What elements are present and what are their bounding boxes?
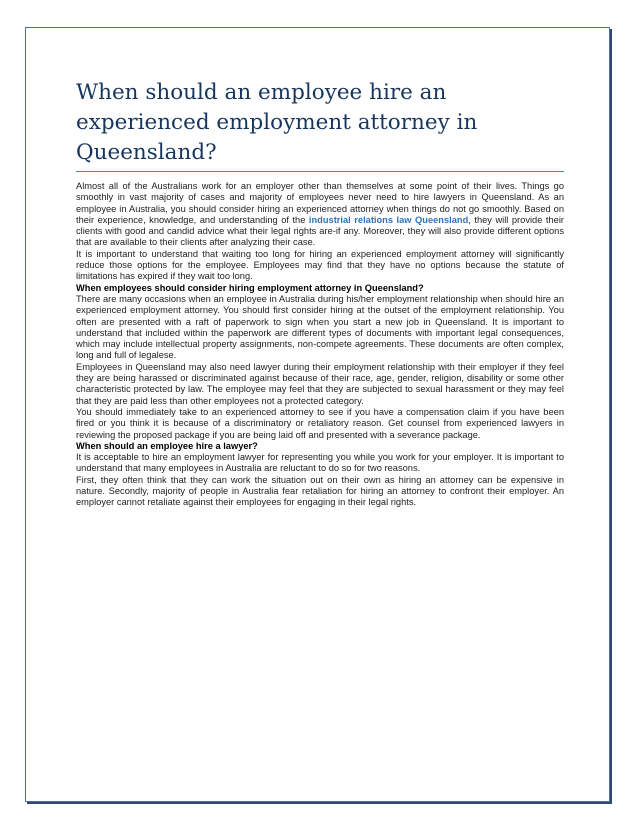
paragraph-fired: You should immediately take to an experienced attorney to see if you have a compensation claim if you have been fired or you think it is because of a discriminatory or retaliatory reason. Get counsel from experienced lawyers in reviewing the proposed package if you are being laid off and presented with a severance package. [76, 406, 564, 440]
paragraph-reasons: First, they often think that they can work the situation out on their own as hiring an attorney can be expensive in nature. Secondly, majority of people in Australia fear retaliation for hiring an attorney to confront their employer. An employer cannot retaliate against their employees for engaging in their legal rights. [76, 474, 564, 508]
paragraph-acceptable: It is acceptable to hire an employment lawyer for representing you while you work for your employer. It is important to understand that many employees in Australia are reluctant to do so for two reasons. [76, 452, 564, 474]
subheading-when-consider: When employees should consider hiring employment attorney in Queensland? [76, 282, 424, 293]
paragraph-occasions: There are many occasions when an employee in Australia during his/her employment relationship when should hire an experienced employment attorney. You should first consider hiring at the outset of the employment relationship. You often are presented with a raft of paperwork to sign when you start a new job in Queensland. It is important to understand that included within the paperwork are different types of documents with important legal consequences, which may include intellectual property assignments, non-compete agreements. These documents are often complex, long and full of legalese. [76, 293, 564, 361]
document-content [76, 78, 564, 509]
document-title: When should an employee hire an experienced employment attorney in Queensland? [76, 78, 564, 172]
subheading-when-hire: When should an employee hire a lawyer? [76, 440, 258, 451]
paragraph-harassment: Employees in Queensland may also need lawyer during their employment relationship with their employer if they feel they are being harassed or discriminated against because of their race, age, gender, religion, disability or some other characteristic protected by law. The employee may feel that they are subjected to sexual harassment or they may feel that they are paid less than other employees not a protected category. [76, 361, 564, 406]
document-body [76, 181, 564, 509]
paragraph-waiting: It is important to understand that waiting too long for hiring an experienced employment attorney will significantly reduce those options for the employee. Employees may find that they have no options because the statute of limitations has expired if they wait too long. [76, 248, 564, 282]
industrial-relations-link[interactable]: industrial relations law Queensland [308, 214, 469, 225]
paragraph-intro: Almost all of the Australians work for an employer other than themselves at some point of their lives. Things go smoothly in vast majority of cases and majority of employees never need to hire lawyers in Queensland. As an employee in Australia, you should consider hiring an experienced attorney when things do not go smoothly. Based on their experience, knowledge, and understanding of the industrial relations law Queensland, they will provide their clients with good and candid advice what their legal rights are-if any. Moreover, they will also provide different options that are available to their clients after analyzing their case. [76, 181, 564, 248]
